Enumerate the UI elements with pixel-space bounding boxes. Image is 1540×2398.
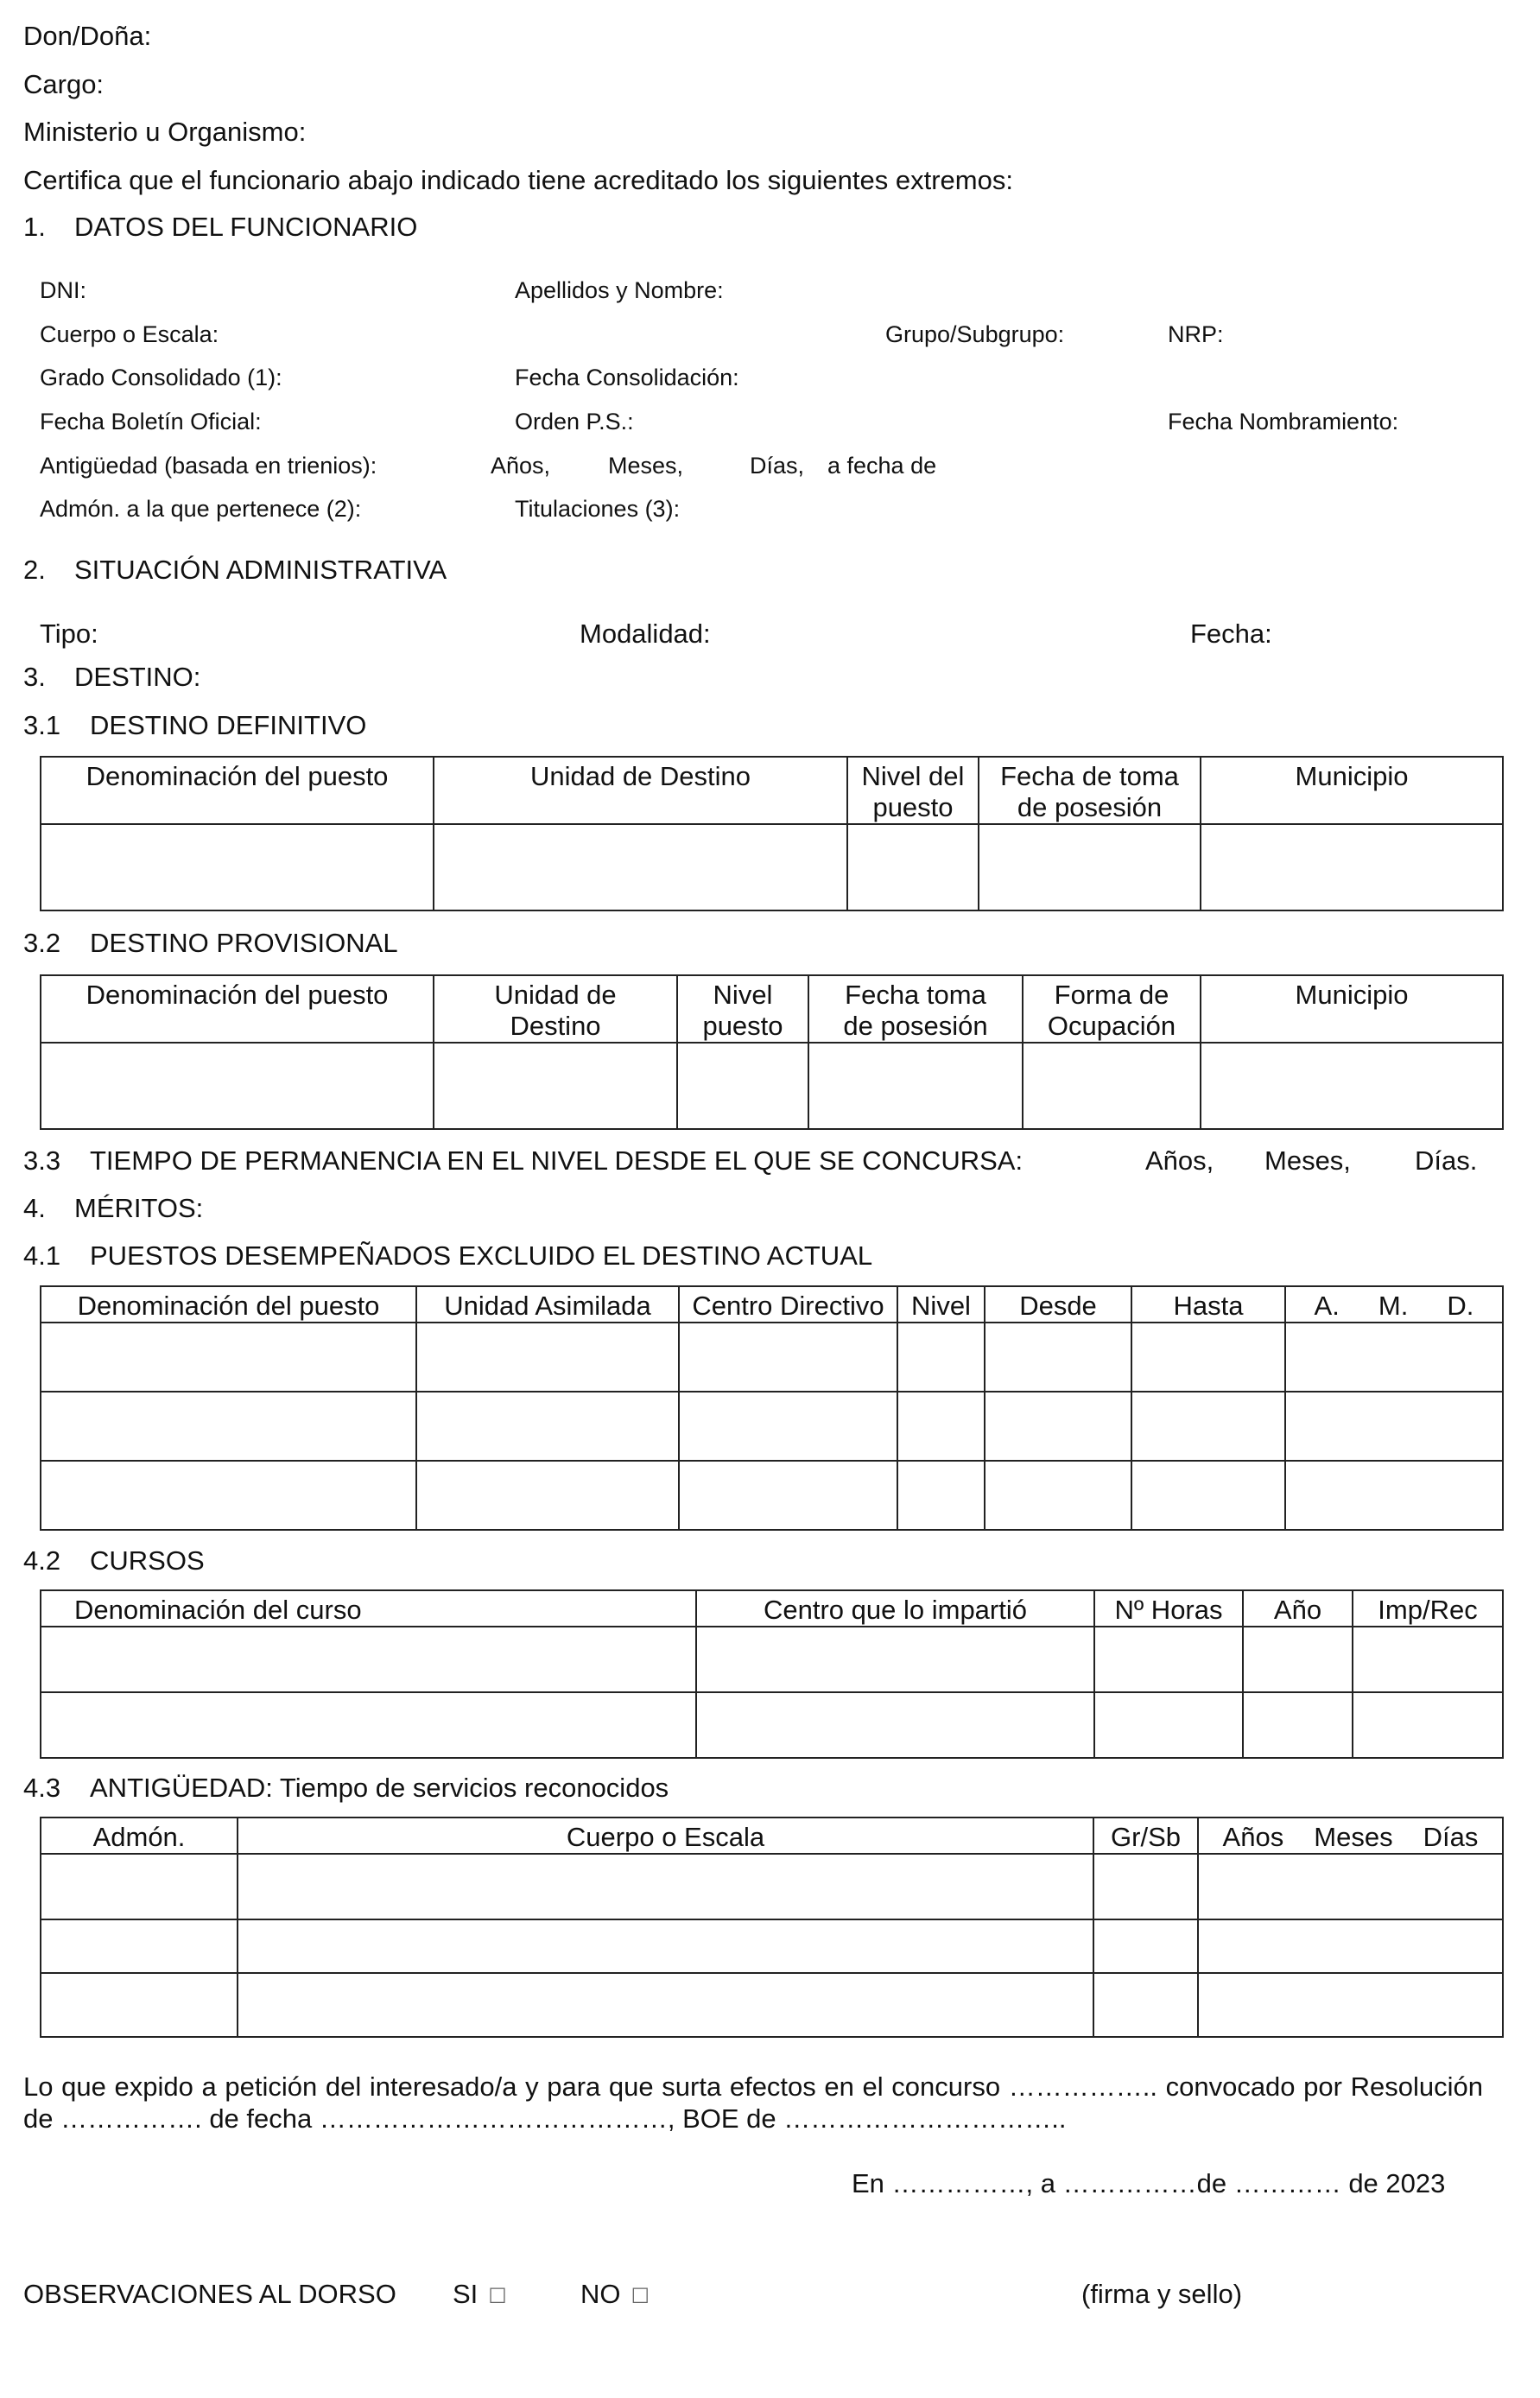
- tipo-label: Tipo:: [40, 619, 98, 649]
- permanencia-anos-label: Años,: [1145, 1145, 1214, 1176]
- table-row: [41, 1323, 1503, 1392]
- table-cell[interactable]: [1353, 1627, 1503, 1692]
- table-cell[interactable]: [1131, 1323, 1285, 1392]
- table-cell[interactable]: [1285, 1323, 1503, 1392]
- t42-header-centro: Centro que lo impartió: [696, 1590, 1094, 1627]
- table-cell[interactable]: [238, 1973, 1093, 2037]
- section-3-1-number: 3.1: [23, 710, 61, 740]
- section-1-number: 1.: [23, 212, 46, 242]
- no-label: NO: [580, 2279, 621, 2309]
- table-row: [41, 1973, 1503, 2037]
- observaciones-no: [580, 2279, 650, 2310]
- table-cell[interactable]: [696, 1627, 1094, 1692]
- table-cell[interactable]: [1093, 1854, 1198, 1919]
- don-dona-label: Don/Doña:: [23, 21, 152, 51]
- antiguedad-a-fecha-label: a fecha de: [827, 453, 937, 479]
- t42-header-imp-rec: Imp/Rec: [1353, 1590, 1503, 1627]
- table-cell[interactable]: [1201, 1043, 1503, 1129]
- table-cell[interactable]: [41, 1919, 238, 1973]
- fecha-nombramiento-label: Fecha Nombramiento:: [1168, 409, 1399, 435]
- t43-header-anos-meses-dias: Años Meses Días: [1198, 1818, 1503, 1854]
- table-cell[interactable]: [1093, 1919, 1198, 1973]
- admon-pertenece-label: Admón. a la que pertenece (2):: [40, 496, 362, 522]
- table-cell[interactable]: [1243, 1627, 1353, 1692]
- antiguedad-dias-label: Días,: [750, 453, 805, 479]
- no-checkbox[interactable]: ☐: [631, 2284, 650, 2308]
- table-cell[interactable]: [985, 1323, 1131, 1392]
- section-4-number: 4.: [23, 1193, 46, 1223]
- t41-header-hasta: Hasta: [1131, 1286, 1285, 1323]
- apellidos-label: Apellidos y Nombre:: [515, 277, 724, 303]
- table-cell[interactable]: [434, 1043, 677, 1129]
- table-cell[interactable]: [979, 824, 1201, 910]
- permanencia-meses-label: Meses,: [1264, 1145, 1351, 1176]
- expido-paragraph: Lo que expido a petición del interesado/a y para que surta efectos en el concurso …………….. convocado por Resolución de ……………. de fecha …………………………………, BOE de …………………………..: [23, 2071, 1483, 2134]
- t41-header-nivel: Nivel: [897, 1286, 985, 1323]
- orden-ps-label: Orden P.S.:: [515, 409, 634, 435]
- grupo-subgrupo-label: Grupo/Subgrupo:: [885, 321, 1065, 347]
- fecha-boletin-label: Fecha Boletín Oficial:: [40, 409, 262, 435]
- section-4-2-number: 4.2: [23, 1545, 61, 1576]
- section-4-3-title: ANTIGÜEDAD: Tiempo de servicios reconocidos: [90, 1773, 669, 1803]
- table-cell[interactable]: [41, 1043, 434, 1129]
- t42-header-ano: Año: [1243, 1590, 1353, 1627]
- t41-header-unidad-asimilada: Unidad Asimilada: [416, 1286, 679, 1323]
- section-3-1-title: DESTINO DEFINITIVO: [90, 710, 367, 740]
- t42-header-horas: Nº Horas: [1094, 1590, 1243, 1627]
- table-cell[interactable]: [1353, 1692, 1503, 1758]
- section-3-2-title: DESTINO PROVISIONAL: [90, 928, 398, 958]
- t32-header-unidad: Unidad de Destino: [434, 975, 677, 1043]
- cursos-table: [40, 1589, 1504, 1759]
- observaciones-si: [453, 2279, 507, 2310]
- table-cell[interactable]: [677, 1043, 808, 1129]
- antiguedad-anos-label: Años,: [491, 453, 551, 479]
- t31-header-fecha-toma: Fecha de toma de posesión: [979, 757, 1201, 824]
- table-row: [41, 1461, 1503, 1530]
- section-4-title: MÉRITOS:: [74, 1193, 204, 1223]
- section-3-3-title: TIEMPO DE PERMANENCIA EN EL NIVEL DESDE EL QUE SE CONCURSA:: [90, 1145, 1023, 1176]
- section-4-2-title: CURSOS: [90, 1545, 205, 1576]
- t32-header-denominacion: Denominación del puesto: [41, 975, 434, 1043]
- table-row: [41, 1854, 1503, 1919]
- destino-definitivo-table: [40, 756, 1504, 911]
- table-cell[interactable]: [1023, 1043, 1201, 1129]
- table-cell[interactable]: [416, 1392, 679, 1461]
- observaciones-label: OBSERVACIONES AL DORSO: [23, 2279, 396, 2309]
- table-row: [41, 824, 1503, 910]
- t32-header-forma-ocupacion: Forma de Ocupación: [1023, 975, 1201, 1043]
- table-cell[interactable]: [1198, 1973, 1503, 2037]
- t43-header-cuerpo: Cuerpo o Escala: [238, 1818, 1093, 1854]
- table-cell[interactable]: [1285, 1392, 1503, 1461]
- table-cell[interactable]: [679, 1461, 897, 1530]
- table-row: [41, 1627, 1503, 1692]
- fecha-label: Fecha:: [1190, 619, 1272, 649]
- t41-header-centro-directivo: Centro Directivo: [679, 1286, 897, 1323]
- t42-header-denominacion: Denominación del curso: [41, 1590, 696, 1627]
- table-cell[interactable]: [897, 1323, 985, 1392]
- table-cell[interactable]: [41, 824, 434, 910]
- cargo-label: Cargo:: [23, 69, 105, 99]
- section-3-2-number: 3.2: [23, 928, 61, 958]
- table-cell[interactable]: [1093, 1973, 1198, 2037]
- table-cell[interactable]: [41, 1973, 238, 2037]
- t31-header-denominacion: Denominación del puesto: [41, 757, 434, 824]
- table-cell[interactable]: [679, 1392, 897, 1461]
- t31-header-nivel: Nivel del puesto: [847, 757, 979, 824]
- antiguedad-servicios-table: [40, 1817, 1504, 2038]
- section-4-1-title: PUESTOS DESEMPEÑADOS EXCLUIDO EL DESTINO ACTUAL: [90, 1240, 873, 1271]
- t32-header-fecha-toma: Fecha toma de posesión: [808, 975, 1023, 1043]
- antiguedad-label: Antigüedad (basada en trienios):: [40, 453, 377, 479]
- t41-header-denominacion: Denominación del puesto: [41, 1286, 416, 1323]
- section-1-title: DATOS DEL FUNCIONARIO: [74, 212, 418, 242]
- table-cell[interactable]: [41, 1692, 696, 1758]
- table-cell[interactable]: [238, 1919, 1093, 1973]
- t43-header-gr-sb: Gr/Sb: [1093, 1818, 1198, 1854]
- table-cell[interactable]: [1285, 1461, 1503, 1530]
- destino-provisional-table: [40, 974, 1504, 1130]
- table-cell[interactable]: [696, 1692, 1094, 1758]
- table-cell[interactable]: [416, 1461, 679, 1530]
- fecha-consolidacion-label: Fecha Consolidación:: [515, 365, 739, 390]
- table-cell[interactable]: [434, 824, 847, 910]
- table-cell[interactable]: [1243, 1692, 1353, 1758]
- table-cell[interactable]: [1198, 1854, 1503, 1919]
- section-4-1-number: 4.1: [23, 1240, 61, 1271]
- table-cell[interactable]: [41, 1323, 416, 1392]
- table-row: [41, 1043, 1503, 1129]
- section-2-number: 2.: [23, 555, 46, 585]
- modalidad-label: Modalidad:: [580, 619, 711, 649]
- certifica-text: Certifica que el funcionario abajo indicado tiene acreditado los siguientes extremos:: [23, 165, 1013, 195]
- table-row: [41, 1919, 1503, 1973]
- si-checkbox[interactable]: ☐: [488, 2284, 507, 2308]
- table-row: [41, 1692, 1503, 1758]
- table-row: [41, 1392, 1503, 1461]
- nrp-label: NRP:: [1168, 321, 1224, 347]
- table-cell[interactable]: [808, 1043, 1023, 1129]
- grado-consolidado-label: Grado Consolidado (1):: [40, 365, 282, 390]
- puestos-desempenados-table: [40, 1285, 1504, 1531]
- section-3-title: DESTINO:: [74, 662, 201, 692]
- table-cell[interactable]: [416, 1323, 679, 1392]
- table-cell[interactable]: [1201, 824, 1503, 910]
- lugar-fecha-line: En ……………, a ……………de ………… de 2023: [852, 2168, 1446, 2198]
- permanencia-dias-label: Días.: [1415, 1145, 1478, 1176]
- table-cell[interactable]: [679, 1323, 897, 1392]
- table-cell[interactable]: [41, 1461, 416, 1530]
- table-cell[interactable]: [897, 1392, 985, 1461]
- t41-header-amd: A. M. D.: [1285, 1286, 1503, 1323]
- table-cell[interactable]: [238, 1854, 1093, 1919]
- t41-header-desde: Desde: [985, 1286, 1131, 1323]
- si-label: SI: [453, 2279, 478, 2309]
- firma-sello-label: (firma y sello): [1081, 2279, 1243, 2309]
- table-cell[interactable]: [1131, 1392, 1285, 1461]
- section-4-3-number: 4.3: [23, 1773, 61, 1803]
- table-cell[interactable]: [41, 1392, 416, 1461]
- table-cell[interactable]: [985, 1461, 1131, 1530]
- t31-header-municipio: Municipio: [1201, 757, 1503, 824]
- section-2-title: SITUACIÓN ADMINISTRATIVA: [74, 555, 447, 585]
- table-cell[interactable]: [1094, 1627, 1243, 1692]
- dni-label: DNI:: [40, 277, 86, 303]
- table-cell[interactable]: [1131, 1461, 1285, 1530]
- table-cell[interactable]: [41, 1627, 696, 1692]
- section-3-3-number: 3.3: [23, 1145, 61, 1176]
- t32-header-municipio: Municipio: [1201, 975, 1503, 1043]
- titulaciones-label: Titulaciones (3):: [515, 496, 681, 522]
- section-3-number: 3.: [23, 662, 46, 692]
- table-cell[interactable]: [41, 1854, 238, 1919]
- t32-header-nivel: Nivel puesto: [677, 975, 808, 1043]
- cuerpo-escala-label: Cuerpo o Escala:: [40, 321, 219, 347]
- antiguedad-meses-label: Meses,: [608, 453, 684, 479]
- table-cell[interactable]: [1094, 1692, 1243, 1758]
- table-cell[interactable]: [847, 824, 979, 910]
- t43-header-admon: Admón.: [41, 1818, 238, 1854]
- table-cell[interactable]: [985, 1392, 1131, 1461]
- table-cell[interactable]: [897, 1461, 985, 1530]
- t31-header-unidad: Unidad de Destino: [434, 757, 847, 824]
- table-cell[interactable]: [1198, 1919, 1503, 1973]
- ministerio-label: Ministerio u Organismo:: [23, 117, 307, 147]
